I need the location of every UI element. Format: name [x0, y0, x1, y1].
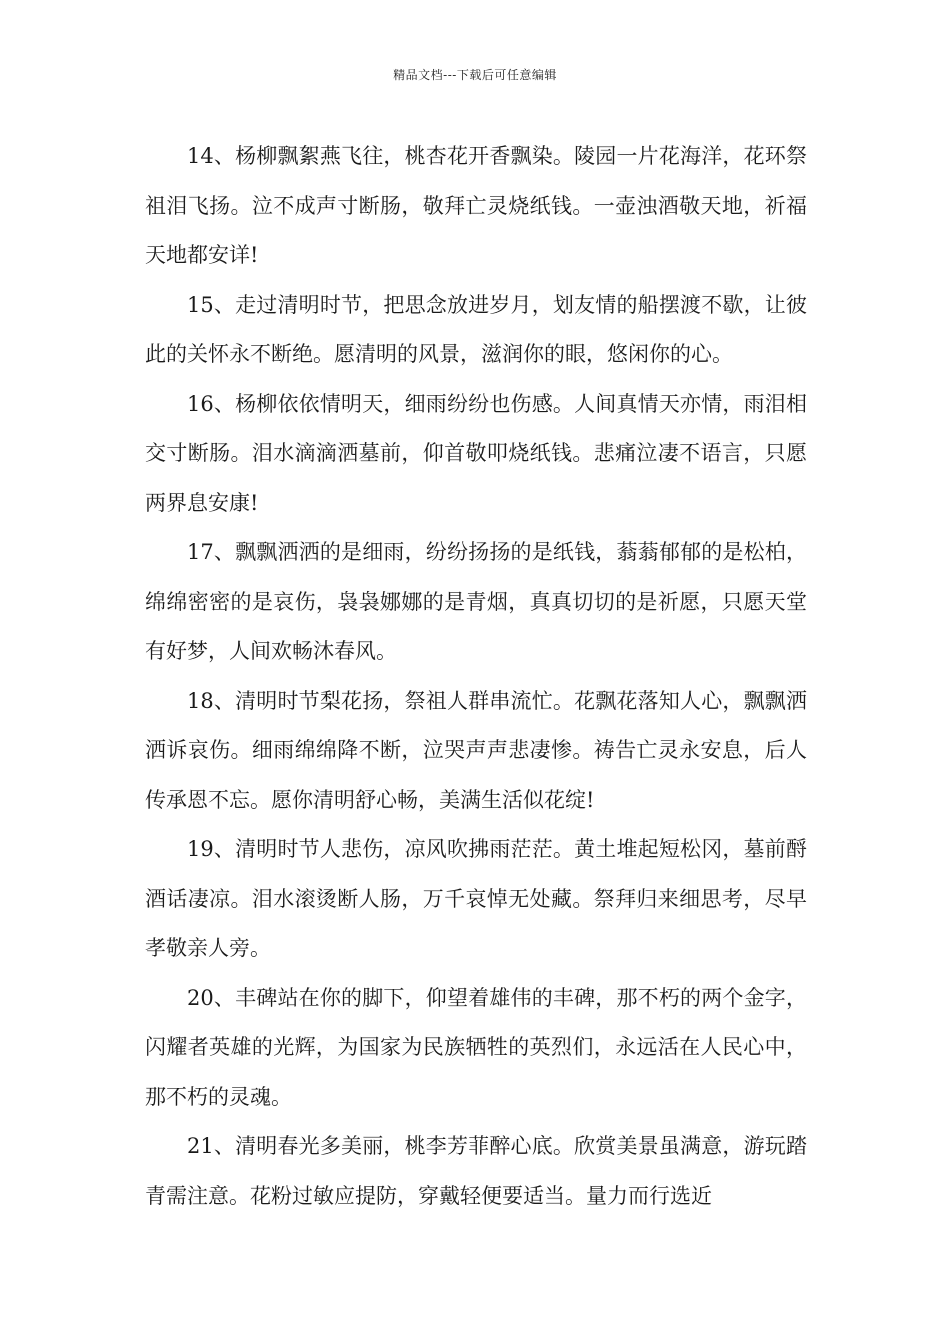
paragraph-15: 15、走过清明时节，把思念放进岁月，划友情的船摆渡不歇，让彼此的关怀永不断绝。愿清明的风景，滋润你的眼，悠闲你的心。 — [145, 292, 807, 366]
page-header: 精品文档---下载后可任意编辑 — [393, 68, 557, 82]
paragraph-19: 19、清明时节人悲伤，凉风吹拂雨茫茫。黄土堆起短松冈，墓前酹酒话凄凉。泪水滚烫断人肠，万千哀悼无处藏。祭拜归来细思考，尽早孝敬亲人旁。 — [145, 837, 807, 960]
paragraph-16: 16、杨柳依依情明天，细雨纷纷也伤感。人间真情天亦情，雨泪相交寸断肠。泪水滴滴洒墓前，仰首敬叩烧纸钱。悲痛泣凄不语言，只愿两界息安康! — [145, 391, 807, 515]
paragraph-18: 18、清明时节梨花扬，祭祖人群串流忙。花飘花落知人心，飘飘洒洒诉哀伤。细雨绵绵降不断，泣哭声声悲凄惨。祷告亡灵永安息，后人传承恩不忘。愿你清明舒心畅，美满生活似花绽! — [145, 688, 807, 812]
paragraph-14: 14、杨柳飘絮燕飞往，桃杏花开香飘染。陵园一片花海洋，花环祭祖泪飞扬。泣不成声寸断肠，敬拜亡灵烧纸钱。一壶浊酒敬天地，祈福天地都安详! — [145, 144, 807, 267]
paragraph-20: 20、丰碑站在你的脚下，仰望着雄伟的丰碑，那不朽的两个金字，闪耀者英雄的光辉，为国家为民族牺牲的英烈们，永远活在人民心中，那不朽的灵魂。 — [145, 985, 807, 1109]
paragraph-21: 21、清明春光多美丽，桃李芳菲醉心底。欣赏美景虽满意，游玩踏青需注意。花粉过敏应提防，穿戴轻便要适当。量力而行选近 — [145, 1134, 807, 1208]
document-body — [145, 132, 807, 1221]
paragraph-17: 17、飘飘洒洒的是细雨，纷纷扬扬的是纸钱，蓊蓊郁郁的是松柏，绵绵密密的是哀伤，袅袅娜娜的是青烟，真真切切的是祈愿，只愿天堂有好梦，人间欢畅沐春风。 — [145, 540, 807, 663]
